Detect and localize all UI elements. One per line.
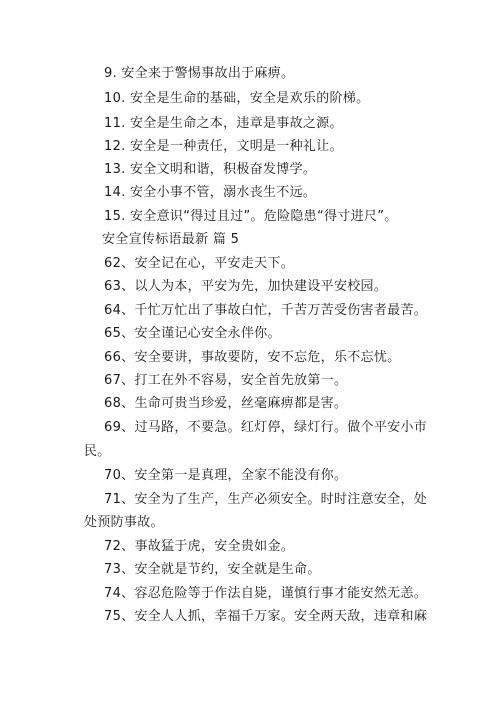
text-line: 10. 安全是生命的基础，安全是欢乐的阶梯。 xyxy=(104,91,370,106)
text-line: 64、千忙万忙出了事故白忙，千苦万苦受伤害者最苦。 xyxy=(104,303,428,318)
text-line: 63、以人为本，平安为先，加快建设平安校园。 xyxy=(104,279,388,294)
text-line-continuation: 处预防事故。 xyxy=(84,515,164,530)
text-line: 66、安全要讲，事故要防，安不忘危，乐不忘忧。 xyxy=(104,350,401,365)
section-heading: 安全宣传标语最新 篇 5 xyxy=(102,232,240,247)
text-line: 71、安全为了生产，生产必须安全。时时注意安全，处 xyxy=(104,492,428,507)
text-line: 75、安全人人抓，幸福千万家。安全两天敌，违章和麻 xyxy=(104,609,428,624)
text-line: 74、容忍危险等于作法自毙，谨慎行事才能安然无恙。 xyxy=(104,586,428,601)
text-line: 15. 安全意识“得过且过”。危险隐患“得寸进尺”。 xyxy=(104,209,398,224)
text-line: 67、打工在外不容易，安全首先放第一。 xyxy=(104,373,348,388)
text-line-continuation: 民。 xyxy=(84,444,111,459)
text-line: 62、安全记在心，平安走天下。 xyxy=(104,256,295,271)
text-line: 68、生命可贵当珍爱，丝毫麻痹都是害。 xyxy=(104,396,348,411)
text-line: 73、安全就是节约，安全就是生命。 xyxy=(104,562,321,577)
text-line: 12. 安全是一种责任，文明是一种礼让。 xyxy=(104,139,343,154)
text-line: 14. 安全小事不管，溺水丧生不远。 xyxy=(104,185,317,200)
text-line: 13. 安全文明和谐，积极奋发博学。 xyxy=(104,162,317,177)
text-line: 11. 安全是生命之本，违章是事故之源。 xyxy=(104,116,343,131)
text-line: 72、事故猛于虎，安全贵如金。 xyxy=(104,539,295,554)
text-line: 70、安全第一是真理，全家不能没有你。 xyxy=(104,468,348,483)
text-line: 9. 安全来于警惕事故出于麻痹。 xyxy=(104,66,295,81)
text-line: 65、安全谨记心安全永伴你。 xyxy=(104,326,281,341)
text-line: 69、过马路，不要急。红灯停，绿灯行。做个平安小市 xyxy=(104,420,428,435)
